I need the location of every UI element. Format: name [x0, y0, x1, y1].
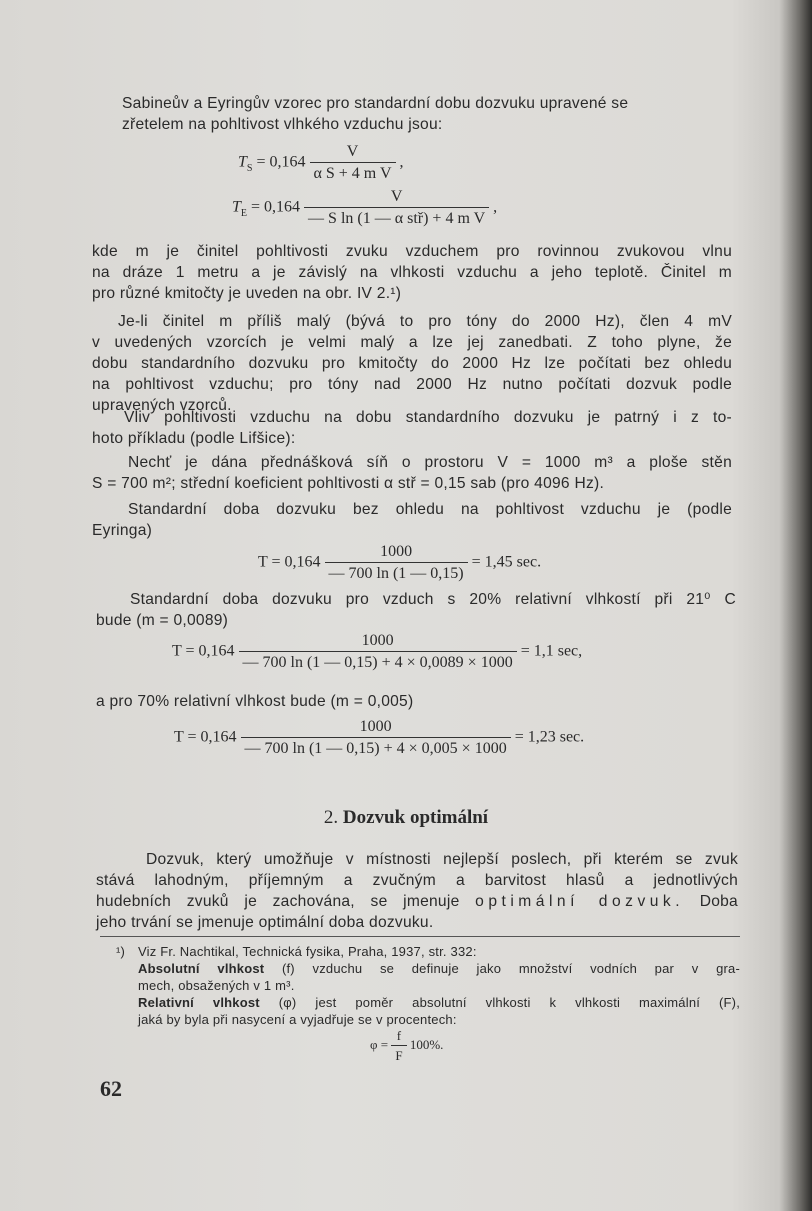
footnote-divider: [100, 936, 740, 937]
paragraph-example-data: Nechť je dána přednášková síň o prostoru V = 1000 m³ a ploše stěn S = 700 m²; střední koeficient pohltivosti α stř = 0,15 sab (pro 4096 Hz).: [92, 454, 732, 492]
paragraph-m-definition: kde m je činitel pohltivosti zvuku vzduchem pro rovinnou zvukovou vlnu na dráze 1 metru a je závislý na vlhkosti vzduchu a jeho teplotě. Činitel m pro různé kmitočty je uveden na obr. IV 2.¹): [92, 243, 732, 302]
sabine-fraction: $\frac{V}{\text{α S + 4 m V}}$: [310, 143, 396, 183]
paragraph-small-m: Je-li činitel m příliš malý (bývá to pro tóny do 2000 Hz), člen 4 mV v uvedených vzorcích je velmi malý a lze jej zanedbati. Z toho plyne, že dobu standardního dozvuku pro kmitočty do 2000 Hz lze počítati bez ohledu na pohltivost vzduchu; pro tóny nad 2000 Hz nutno počítati dozvuk podle upravených vzorců.: [92, 313, 732, 414]
intro-text: Sabineův a Eyringův vzorec pro standardní dobu dozvuku upravené se zřetelem na pohltivost vlhkého vzduchu jsou:: [122, 95, 629, 133]
page-number: 62: [100, 1076, 122, 1101]
footnote: ¹) Viz Fr. Nachtikal, Technická fysika, Praha, 1937, str. 332: Absolutní vlhkost (f) vzduchu se definuje jako množství vodních par v gra- mech, obsažených v 1 m³. Relativní vlhkost (φ) jest poměr absolutní vlhkosti k vlhkosti maximální (F), jaká by byla při nasycení a vyjadřuje se v procentech:: [116, 944, 741, 1027]
paragraph-optimal-reverb: Dozvuk, který umožňuje v místnosti nejlepší poslech, při kterém se zvuk stává lahodným, příjemným a zvučným a barvitost hlasů a jednotlivých hudebních zvuků je zachována, se jmenuje optimální dozvuk. Doba jeho trvání se jmenuje optimální doba dozvuku.: [96, 851, 738, 931]
paragraph-example-intro: Vliv pohltivosti vzduchu na dobu standardního dozvuku je patrný i z to- hoto příkladu (podle Lifšice):: [92, 409, 732, 447]
paragraph-eyring-calc: Standardní doba dozvuku bez ohledu na pohltivost vzduchu je (podle Eyringa): [92, 501, 732, 539]
footnote-fraction: $\frac{f}{F}$: [391, 1028, 406, 1064]
calc2-fraction: $\frac{1000}{— 700 \ln (1 — 0,15) + 4 \times 0,0089 \times 1000}$: [239, 632, 517, 672]
formula-sabine: $T_S = 0,164$ $\frac{V}{\text{α S + 4 m V}}$ ,: [238, 143, 404, 182]
paragraph-20-percent: Standardní doba dozvuku pro vzduch s 20% relativní vlhkostí při 21⁰ C bude (m = 0,0089): [96, 591, 736, 629]
calc3-fraction: $\frac{1000}{— 700 \ln (1 — 0,15) + 4 \times 0,005 \times 1000}$: [241, 718, 511, 758]
optimal-definition-line: hudebních zvuků je zachována, se jmenuje optimální dozvuk. Doba: [96, 893, 738, 910]
formula-eyring: $T_E = 0,164$ $\frac{V}{\text{— S ln (1 — α stř) + 4 m V}}$ ,: [232, 188, 498, 227]
calculation-1: T = 0,164 $\frac{1000}{— 700 \ln (1 — 0,15)}$ = 1,45 sec.: [258, 543, 542, 582]
calc1-fraction: $\frac{1000}{— 700 \ln (1 — 0,15)}$: [325, 543, 468, 583]
section-heading: 2. Dozvuk optimální: [323, 807, 489, 828]
footnote-formula: φ = $\frac{f}{F}$ 100%.: [370, 1028, 444, 1063]
paragraph-70-percent: a pro 70% relativní vlhkost bude (m = 0,005): [96, 693, 414, 710]
calculation-3: T = 0,164 $\frac{1000}{— 700 \ln (1 — 0,15) + 4 \times 0,005 \times 1000}$ = 1,23 sec.: [174, 718, 585, 757]
calculation-2: T = 0,164 $\frac{1000}{— 700 \ln (1 — 0,15) + 4 \times 0,0089 \times 1000}$ = 1,1 sec,: [172, 632, 583, 671]
eyring-fraction: $\frac{V}{\text{— S ln (1 — α stř) + 4 m V}}$: [304, 188, 489, 228]
